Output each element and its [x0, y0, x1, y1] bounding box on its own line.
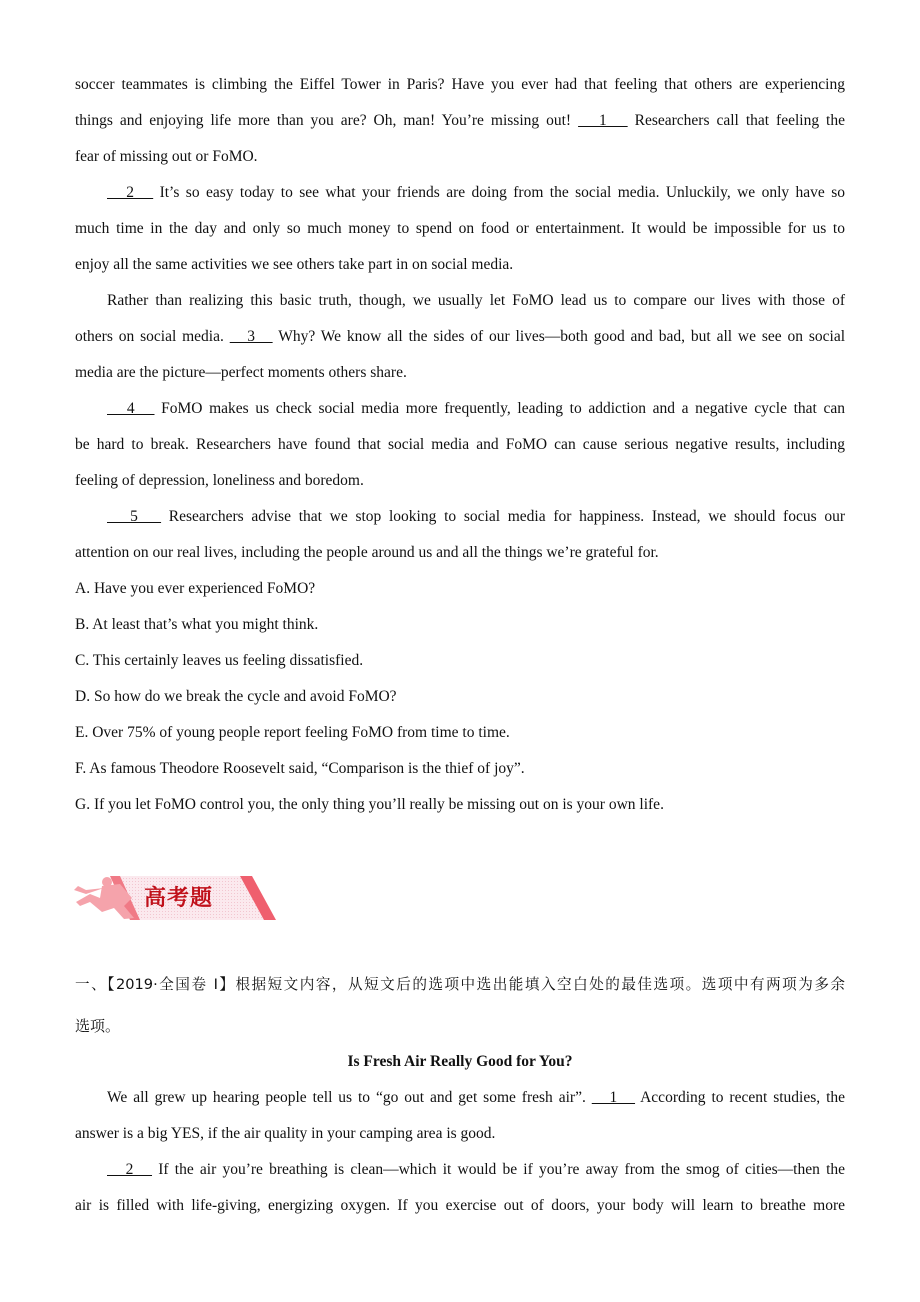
answer-blank: 3 [229, 328, 273, 345]
text-segment: feeling of depression, loneliness and boredom. [75, 472, 364, 489]
text-segment: Researchers call that feeling the [627, 112, 845, 129]
text-segment: enjoy all the same activities we see others take part in on social media. [75, 256, 514, 273]
text-line [75, 283, 845, 319]
text-segment: air is filled with life-giving, energizing oxygen. If you exercise out of doors, your body will learn to breathe more [75, 1197, 845, 1214]
text-segment: much time in the day and only so much money to spend on food or entertainment. It would be impossible for us to [75, 220, 845, 237]
text-line [75, 1152, 845, 1188]
text-segment: answer is a big YES, if the air quality in your camping area is good. [75, 1125, 496, 1142]
text-segment: According to recent studies, the [635, 1089, 846, 1106]
text-line [75, 1188, 845, 1224]
text-segment: FoMO makes us check social media more frequently, leading to addiction and a negative cycle that can [154, 400, 845, 417]
text-segment: We all grew up hearing people tell us to “go out and get some fresh air”. [107, 1089, 592, 1106]
gaokao-section-banner [72, 872, 276, 922]
answer-blank: 5 [107, 508, 162, 525]
passage-body [75, 1080, 845, 1224]
answer-blank: 1 [578, 112, 628, 129]
option-item: C. This certainly leaves us feeling dissatisfied. [75, 652, 364, 669]
option-item: D. So how do we break the cycle and avoid FoMO? [75, 688, 397, 705]
option-item: F. As famous Theodore Roosevelt said, “Comparison is the thief of joy”. [75, 760, 525, 777]
text-line [75, 319, 845, 355]
text-line [75, 1080, 845, 1116]
text-line [75, 391, 845, 427]
instruction-line-2: 选项。 [75, 1017, 121, 1035]
section-2019-exam [75, 967, 845, 1224]
text-line [75, 67, 845, 103]
option-item: B. At least that’s what you might think. [75, 616, 319, 633]
text-segment: soccer teammates is climbing the Eiffel Tower in Paris? Have you ever had that feeling that others are experiencing [75, 76, 845, 93]
text-line [75, 535, 845, 571]
text-segment: media are the picture—perfect moments others share. [75, 364, 407, 381]
text-line [75, 247, 845, 283]
text-segment: others on social media. [75, 328, 230, 345]
text-segment: fear of missing out or FoMO. [75, 148, 258, 165]
text-segment: Why? We know all the sides of our lives—both good and bad, but all we see on social [272, 328, 846, 345]
text-segment: things and enjoying life more than you are? Oh, man! You’re missing out! [75, 112, 579, 129]
passage-title: Is Fresh Air Really Good for You? [347, 1053, 573, 1070]
text-line [75, 355, 845, 391]
answer-blank: 2 [107, 1161, 153, 1178]
text-line [75, 499, 845, 535]
banner-label: 高考题 [144, 885, 214, 911]
answer-blank: 2 [107, 184, 154, 201]
text-line [75, 427, 845, 463]
instruction-line-1: 一、【2019·全国卷 I】根据短文内容，从短文后的选项中选出能填入空白处的最佳选项。选项中有两项为多余 [75, 976, 845, 993]
text-segment: If the air you’re breathing is clean—which it would be if you’re away from the smog of cities—then the [152, 1161, 846, 1178]
option-item: G. If you let FoMO control you, the only thing you’ll really be missing out on is your own life. [75, 796, 664, 813]
passage-body [75, 67, 845, 571]
text-segment: Rather than realizing this basic truth, though, we usually let FoMO lead us to compare our lives with those of [107, 292, 845, 309]
text-line [75, 211, 845, 247]
text-line [75, 103, 845, 139]
text-line [75, 463, 845, 499]
text-segment: Researchers advise that we stop looking to social media for happiness. Instead, we should focus our [161, 508, 845, 525]
text-line [75, 175, 845, 211]
answer-blank: 1 [591, 1089, 636, 1106]
text-line [75, 1116, 845, 1152]
option-item: E. Over 75% of young people report feeling FoMO from time to time. [75, 724, 510, 741]
passage-fomo [75, 67, 845, 823]
text-segment: It’s so easy today to see what your friends are doing from the social media. Unluckily, we only have so [153, 184, 845, 201]
text-segment: attention on our real lives, including the people around us and all the things we’re grateful for. [75, 544, 659, 561]
option-item: A. Have you ever experienced FoMO? [75, 580, 316, 597]
text-segment: be hard to break. Researchers have found that social media and FoMO can cause serious negative results, including [75, 436, 845, 453]
options-list [75, 571, 845, 823]
answer-blank: 4 [107, 400, 155, 417]
text-line [75, 139, 845, 175]
